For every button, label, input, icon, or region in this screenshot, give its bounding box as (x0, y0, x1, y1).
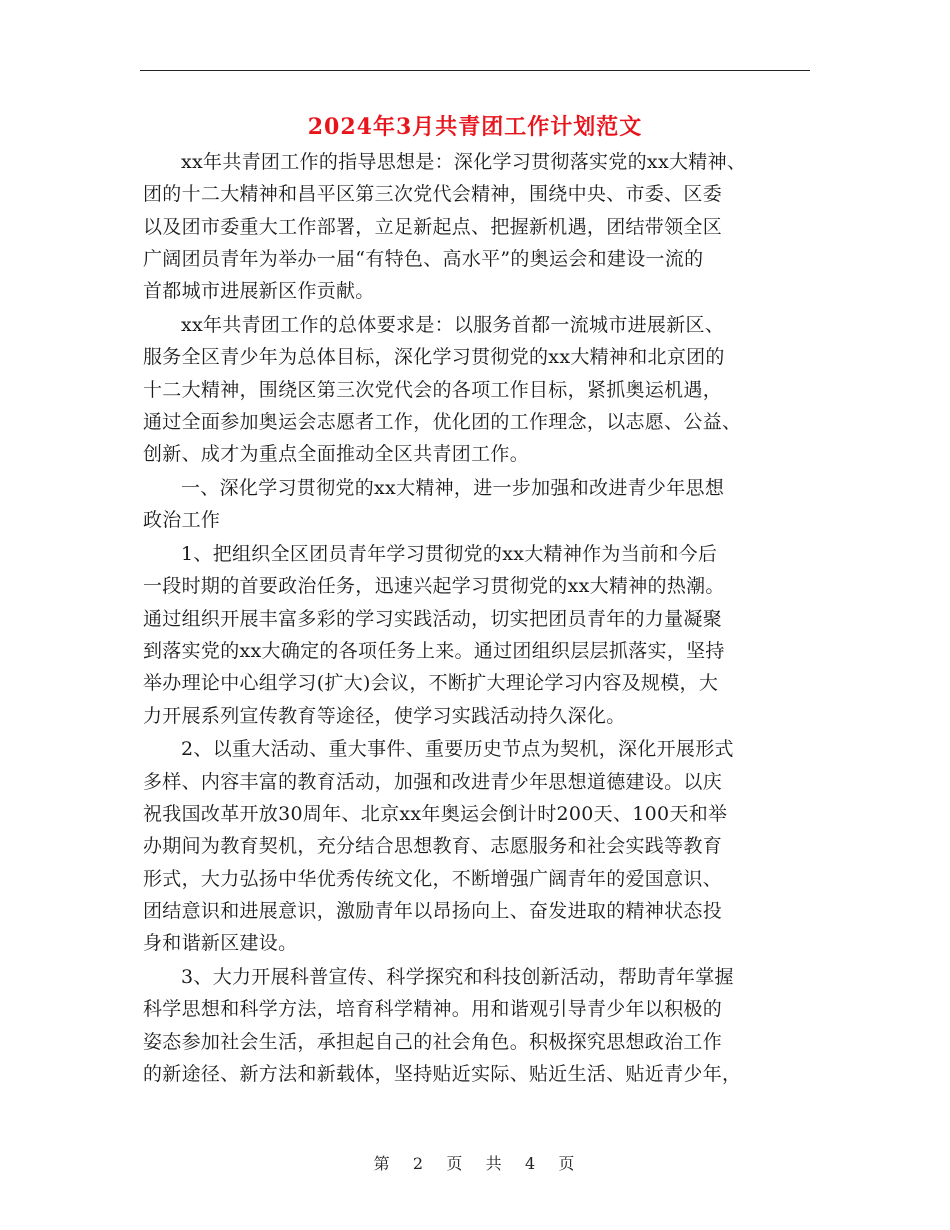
text-line: 团的十二大精神和昌平区第三次党代会精神，围绕中央、市委、区委 (143, 183, 723, 206)
text-line: 政治工作 (143, 509, 221, 532)
text-line: 2、以重大活动、重大事件、重要历史节点为契机，深化开展形式 (181, 738, 734, 761)
page-footer (0, 1152, 950, 1176)
text-line: 1、把组织全区团员青年学习贯彻党的xx大精神作为当前和今后 (181, 543, 718, 566)
text-line: xx年共青团工作的指导思想是：深化学习贯彻落实党的xx大精神、 (181, 151, 747, 173)
header-rule (140, 70, 810, 71)
paragraph (143, 733, 808, 959)
text-line: 团结意识和进展意识，激励青年以昂扬向上、奋发进取的精神状态投 (143, 899, 723, 922)
text-line: 姿态参加社会生活，承担起自己的社会角色。积极探究思想政治工作 (143, 1030, 723, 1053)
document-title: 2024年3月共青团工作计划范文 (307, 114, 643, 140)
paragraph (143, 538, 808, 732)
text-line: 一段时期的首要政治任务，迅速兴起学习贯彻党的xx大精神的热潮。 (143, 575, 725, 598)
text-line: 十二大精神，围绕区第三次党代会的各项工作目标，紧抓奥运机遇， (143, 378, 723, 401)
text-line: 以及团市委重大工作部署，立足新起点、把握新机遇，团结带领全区 (143, 215, 723, 238)
text-line: 一、深化学习贯彻党的xx大精神，进一步加强和改进青少年思想 (181, 476, 725, 499)
text-line: 办期间为教育契机，充分结合思想教育、志愿服务和社会实践等教育 (143, 835, 723, 858)
paragraph (143, 146, 808, 307)
text-line: 服务全区青少年为总体目标，深化学习贯彻党的xx大精神和北京团的 (143, 346, 725, 369)
text-line: 祝我国改革开放30周年、北京xx年奥运会倒计时200天、100天和举 (143, 802, 728, 825)
text-line: 举办理论中心组学习(扩大)会议，不断扩大理论学习内容及规模，大 (143, 672, 719, 695)
footer-label-page: 第 (373, 1154, 392, 1173)
footer-label-unit: 页 (446, 1154, 465, 1173)
text-line: 身和谐新区建设。 (143, 932, 298, 955)
footer-current-page: 2 (412, 1154, 426, 1173)
text-line: 的新途径、新方法和新载体，坚持贴近实际、贴近生活、贴近青少年， (143, 1062, 742, 1085)
text-line: 多样、内容丰富的教育活动，加强和改进青少年思想道德建设。以庆 (143, 770, 723, 793)
text-line: 力开展系列宣传教育等途径，使学习实践活动持久深化。 (143, 704, 626, 727)
text-line: 形式，大力弘扬中华优秀传统文化，不断增强广阔青年的爱国意识、 (143, 867, 723, 890)
text-line: 首都城市进展新区作贡献。 (143, 280, 375, 303)
paragraph (143, 472, 808, 537)
paragraph (143, 961, 808, 1090)
text-line: 创新、成才为重点全面推动全区共青团工作。 (143, 443, 530, 466)
paragraph (143, 309, 808, 470)
footer-label-total: 共 (485, 1154, 504, 1173)
text-line: 通过全面参加奥运会志愿者工作，优化团的工作理念，以志愿、公益、 (143, 410, 742, 433)
text-line: xx年共青团工作的总体要求是：以服务首都一流城市进展新区、 (181, 313, 725, 336)
text-line: 科学思想和科学方法，培育科学精神。用和谐观引导青少年以积极的 (143, 998, 723, 1021)
footer-label-unit-end: 页 (558, 1154, 577, 1173)
document-body (143, 146, 808, 1090)
text-line: 通过组织开展丰富多彩的学习实践活动，切实把团员青年的力量凝聚 (143, 607, 723, 630)
footer-total-pages: 4 (524, 1154, 538, 1173)
text-line: 3、大力开展科普宣传、科学探究和科技创新活动，帮助青年掌握 (181, 965, 734, 988)
text-line: 广阔团员青年为举办一届“有特色、高水平”的奥运会和建设一流的 (143, 247, 704, 270)
text-line: 到落实党的xx大确定的各项任务上来。通过团组织层层抓落实，坚持 (143, 639, 725, 662)
